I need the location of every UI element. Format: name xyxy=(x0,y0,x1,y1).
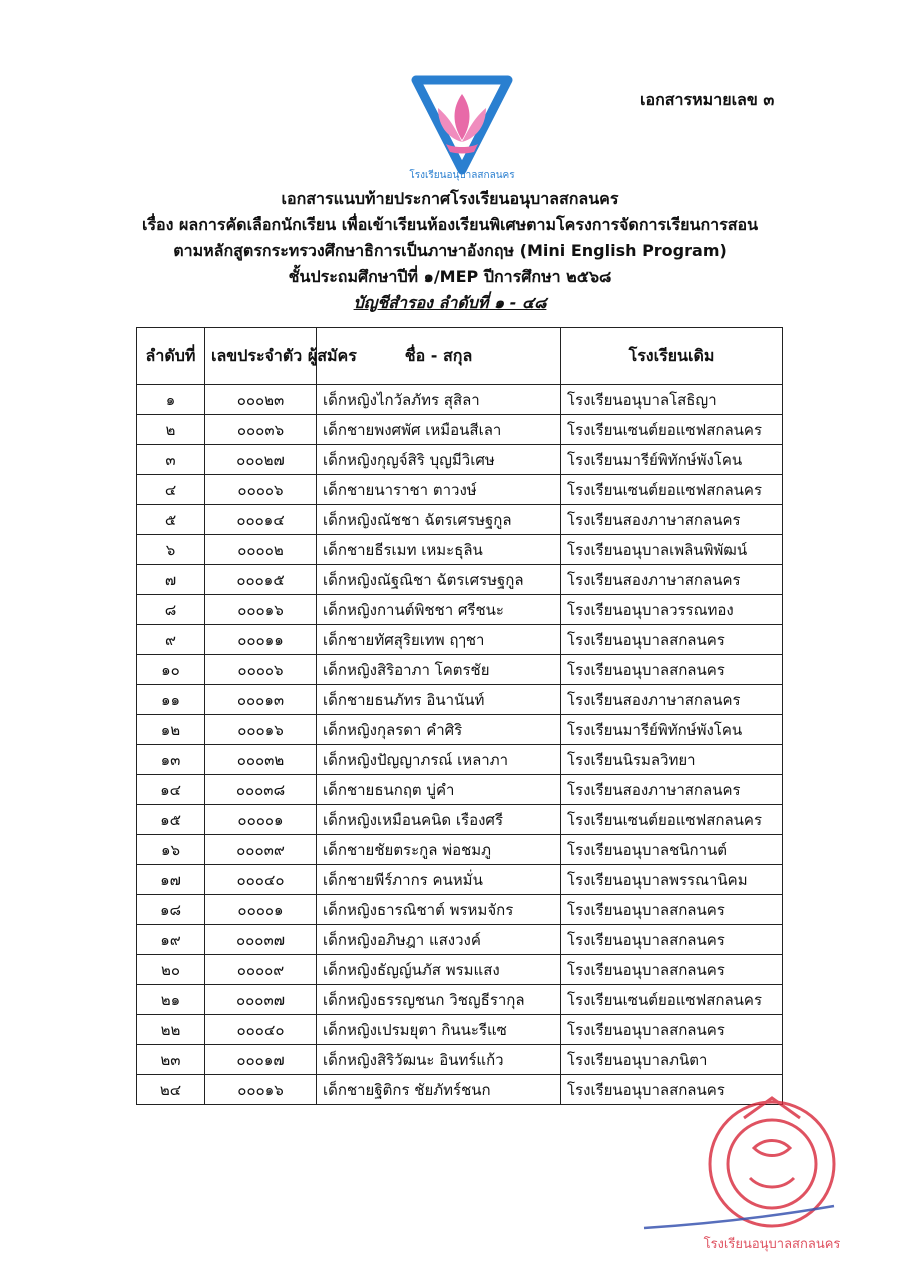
table-row xyxy=(137,595,783,625)
applicant-id-cell: ๐๐๐๐๑ xyxy=(205,895,317,925)
applicant-id-cell: ๐๐๐๑๔ xyxy=(205,505,317,535)
table-row xyxy=(137,565,783,595)
table-row xyxy=(137,415,783,445)
table-row xyxy=(137,835,783,865)
student-name-cell: เด็กหญิงธรรญชนก วิชญธีรากุล xyxy=(317,985,561,1015)
school-seal-stamp xyxy=(684,1078,844,1258)
applicant-id-cell: ๐๐๐๓๖ xyxy=(205,415,317,445)
student-name-cell: เด็กหญิงกานต์พิชชา ศรีชนะ xyxy=(317,595,561,625)
table-row xyxy=(137,1045,783,1075)
table-row xyxy=(137,955,783,985)
previous-school-cell: โรงเรียนอนุบาลพรรณานิคม xyxy=(561,865,783,895)
applicant-id-cell: ๐๐๐๒๓ xyxy=(205,385,317,415)
order-cell: ๗ xyxy=(137,565,205,595)
table-row xyxy=(137,655,783,685)
header-applicant-id: เลขประจำตัว ผู้สมัคร xyxy=(205,328,317,385)
heading-line: เอกสารแนบท้ายประกาศโรงเรียนอนุบาลสกลนคร xyxy=(281,189,619,208)
order-cell: ๒๑ xyxy=(137,985,205,1015)
previous-school-cell: โรงเรียนอนุบาลชนิกานต์ xyxy=(561,835,783,865)
student-name-cell: เด็กชายฐิติกร ชัยภัทร์ชนก xyxy=(317,1075,561,1105)
order-cell: ๑๘ xyxy=(137,895,205,925)
previous-school-cell: โรงเรียนอนุบาลวรรณทอง xyxy=(561,595,783,625)
header-order: ลำดับที่ xyxy=(137,328,205,385)
applicant-id-cell: ๐๐๐๑๑ xyxy=(205,625,317,655)
previous-school-cell: โรงเรียนมารีย์พิทักษ์พังโคน xyxy=(561,715,783,745)
student-name-cell: เด็กหญิงอภิษฎา แสงวงค์ xyxy=(317,925,561,955)
previous-school-cell: โรงเรียนสองภาษาสกลนคร xyxy=(561,685,783,715)
order-cell: ๓ xyxy=(137,445,205,475)
previous-school-cell: โรงเรียนเซนต์ยอแซฟสกลนคร xyxy=(561,805,783,835)
student-name-cell: เด็กชายธีรเมท เหมะธุลิน xyxy=(317,535,561,565)
applicant-id-cell: ๐๐๐๐๒ xyxy=(205,535,317,565)
applicant-id-cell: ๐๐๐๑๖ xyxy=(205,595,317,625)
order-cell: ๒๓ xyxy=(137,1045,205,1075)
table-row xyxy=(137,985,783,1015)
order-cell: ๑๗ xyxy=(137,865,205,895)
order-cell: ๑ xyxy=(137,385,205,415)
student-name-cell: เด็กชายธนกฤต บู่คำ xyxy=(317,775,561,805)
table-row xyxy=(137,625,783,655)
table-row xyxy=(137,925,783,955)
applicant-id-cell: ๐๐๐๒๗ xyxy=(205,445,317,475)
order-cell: ๑๒ xyxy=(137,715,205,745)
heading-line: ชั้นประถมศึกษาปีที่ ๑/MEP ปีการศึกษา ๒๕๖๘ xyxy=(288,267,612,286)
document-number: เอกสารหมายเลข ๓ xyxy=(640,90,775,109)
student-name-cell: เด็กชายพงศพัศ เหมือนสีเลา xyxy=(317,415,561,445)
order-cell: ๑๖ xyxy=(137,835,205,865)
order-cell: ๑๑ xyxy=(137,685,205,715)
student-name-cell: เด็กชายชัยตระกูล พ่อชมภู xyxy=(317,835,561,865)
order-cell: ๑๐ xyxy=(137,655,205,685)
student-name-cell: เด็กหญิงธัญญ์นภัส พรมแสง xyxy=(317,955,561,985)
previous-school-cell: โรงเรียนมารีย์พิทักษ์พังโคน xyxy=(561,445,783,475)
student-name-cell: เด็กหญิงกุลรดา คำศิริ xyxy=(317,715,561,745)
applicant-id-cell: ๐๐๐๐๖ xyxy=(205,475,317,505)
previous-school-cell: โรงเรียนอนุบาลสกลนคร xyxy=(561,1075,783,1105)
table-row xyxy=(137,895,783,925)
previous-school-cell: โรงเรียนอนุบาลภนิตา xyxy=(561,1045,783,1075)
student-name-cell: เด็กหญิงธารณิชาต์ พรหมจักร xyxy=(317,895,561,925)
student-name-cell: เด็กชายทัศสุริยเทพ ฤๅชา xyxy=(317,625,561,655)
applicant-id-cell: ๐๐๐๓๒ xyxy=(205,745,317,775)
order-cell: ๘ xyxy=(137,595,205,625)
order-cell: ๒๔ xyxy=(137,1075,205,1105)
previous-school-cell: โรงเรียนเซนต์ยอแซฟสกลนคร xyxy=(561,475,783,505)
table-row xyxy=(137,1015,783,1045)
student-name-cell: เด็กหญิงเปรมยุตา กินนะรีแซ xyxy=(317,1015,561,1045)
table-header-row xyxy=(137,328,783,385)
applicant-id-cell: ๐๐๐๔๐ xyxy=(205,1015,317,1045)
student-name-cell: เด็กหญิงสิริอาภา โคตรชัย xyxy=(317,655,561,685)
svg-text:โรงเรียนอนุบาลสกลนคร: โรงเรียนอนุบาลสกลนคร xyxy=(703,1237,841,1252)
order-cell: ๑๙ xyxy=(137,925,205,955)
student-name-cell: เด็กชายพีร์ภากร คนหมั่น xyxy=(317,865,561,895)
applicant-id-cell: ๐๐๐๓๘ xyxy=(205,775,317,805)
table-row xyxy=(137,385,783,415)
applicant-id-cell: ๐๐๐๑๓ xyxy=(205,685,317,715)
previous-school-cell: โรงเรียนอนุบาลสกลนคร xyxy=(561,1015,783,1045)
applicant-id-cell: ๐๐๐๑๖ xyxy=(205,1075,317,1105)
order-cell: ๒๐ xyxy=(137,955,205,985)
previous-school-cell: โรงเรียนสองภาษาสกลนคร xyxy=(561,505,783,535)
table-row xyxy=(137,445,783,475)
list-title: บัญชีสำรอง ลำดับที่ ๑ - ๔๘ xyxy=(353,293,547,312)
order-cell: ๒๒ xyxy=(137,1015,205,1045)
order-cell: ๙ xyxy=(137,625,205,655)
order-cell: ๑๔ xyxy=(137,775,205,805)
results-table xyxy=(136,327,783,1105)
order-cell: ๒ xyxy=(137,415,205,445)
student-name-cell: เด็กหญิงกุญจ์สิริ บุญมีวิเศษ xyxy=(317,445,561,475)
previous-school-cell: โรงเรียนเซนต์ยอแซฟสกลนคร xyxy=(561,985,783,1015)
applicant-id-cell: ๐๐๐๓๗ xyxy=(205,925,317,955)
previous-school-cell: โรงเรียนอนุบาลสกลนคร xyxy=(561,955,783,985)
table-row xyxy=(137,535,783,565)
previous-school-cell: โรงเรียนอนุบาลสกลนคร xyxy=(561,895,783,925)
table-row xyxy=(137,745,783,775)
student-name-cell: เด็กชายนาราชา ตาวงษ์ xyxy=(317,475,561,505)
table-row xyxy=(137,775,783,805)
applicant-id-cell: ๐๐๐๐๖ xyxy=(205,655,317,685)
header-name: ชื่อ - สกุล xyxy=(317,328,561,385)
applicant-id-cell: ๐๐๐๐๑ xyxy=(205,805,317,835)
applicant-id-cell: ๐๐๐๔๐ xyxy=(205,865,317,895)
order-cell: ๔ xyxy=(137,475,205,505)
applicant-id-cell: ๐๐๐๑๕ xyxy=(205,565,317,595)
student-name-cell: เด็กหญิงเหมือนคนิด เรืองศรี xyxy=(317,805,561,835)
previous-school-cell: โรงเรียนอนุบาลสกลนคร xyxy=(561,625,783,655)
table-row xyxy=(137,715,783,745)
student-name-cell: เด็กหญิงปัญญาภรณ์ เหลาภา xyxy=(317,745,561,775)
school-logo xyxy=(408,74,516,182)
student-name-cell: เด็กหญิงณัชชา ฉัตรเศรษฐกูล xyxy=(317,505,561,535)
heading-line: ตามหลักสูตรกระทรวงศึกษาธิการเป็นภาษาอังกฤษ (Mini English Program) xyxy=(173,241,727,260)
previous-school-cell: โรงเรียนสองภาษาสกลนคร xyxy=(561,565,783,595)
applicant-id-cell: ๐๐๐๑๖ xyxy=(205,715,317,745)
applicant-id-cell: ๐๐๐๑๗ xyxy=(205,1045,317,1075)
order-cell: ๕ xyxy=(137,505,205,535)
table-row xyxy=(137,865,783,895)
order-cell: ๑๕ xyxy=(137,805,205,835)
document-headings xyxy=(0,186,900,316)
student-name-cell: เด็กชายธนภัทร อินานันท์ xyxy=(317,685,561,715)
table-row xyxy=(137,475,783,505)
previous-school-cell: โรงเรียนอนุบาลสกลนคร xyxy=(561,655,783,685)
table-row xyxy=(137,685,783,715)
table-row xyxy=(137,505,783,535)
student-name-cell: เด็กหญิงณัฐณิชา ฉัตรเศรษฐกูล xyxy=(317,565,561,595)
order-cell: ๖ xyxy=(137,535,205,565)
heading-line: เรื่อง ผลการคัดเลือกนักเรียน เพื่อเข้าเรียนห้องเรียนพิเศษตามโครงการจัดการเรียนการสอน xyxy=(141,215,759,234)
previous-school-cell: โรงเรียนเซนต์ยอแซฟสกลนคร xyxy=(561,415,783,445)
applicant-id-cell: ๐๐๐๐๙ xyxy=(205,955,317,985)
previous-school-cell: โรงเรียนอนุบาลโสธิญา xyxy=(561,385,783,415)
previous-school-cell: โรงเรียนสองภาษาสกลนคร xyxy=(561,775,783,805)
table-row xyxy=(137,805,783,835)
header-previous-school: โรงเรียนเดิม xyxy=(561,328,783,385)
table-body xyxy=(137,385,783,1105)
svg-text:โรงเรียนอนุบาลสกลนคร: โรงเรียนอนุบาลสกลนคร xyxy=(409,170,515,181)
order-cell: ๑๓ xyxy=(137,745,205,775)
student-name-cell: เด็กหญิงไกวัลภัทร สุสิลา xyxy=(317,385,561,415)
previous-school-cell: โรงเรียนอนุบาลสกลนคร xyxy=(561,925,783,955)
student-name-cell: เด็กหญิงสิริวัฒนะ อินทร์แก้ว xyxy=(317,1045,561,1075)
previous-school-cell: โรงเรียนนิรมลวิทยา xyxy=(561,745,783,775)
previous-school-cell: โรงเรียนอนุบาลเพลินพิพัฒน์ xyxy=(561,535,783,565)
applicant-id-cell: ๐๐๐๓๗ xyxy=(205,985,317,1015)
applicant-id-cell: ๐๐๐๓๙ xyxy=(205,835,317,865)
